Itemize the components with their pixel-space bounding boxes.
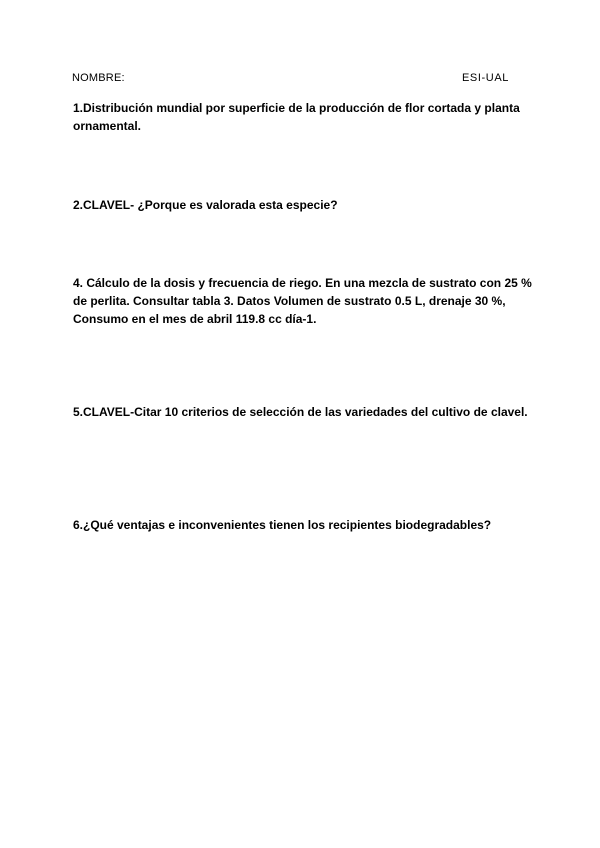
- institution-label: ESI-UAL: [462, 72, 509, 84]
- question-2: 2.CLAVEL- ¿Porque es valorada esta especie?: [73, 198, 338, 212]
- question-1: 1.Distribución mundial por superficie de la producción de flor cortada y planta ornamental.: [73, 101, 520, 133]
- question-6: 6.¿Qué ventajas e inconvenientes tienen los recipientes biodegradables?: [73, 518, 492, 532]
- question-4: 4. Cálculo de la dosis y frecuencia de riego. En una mezcla de sustrato con 25 % de perlita. Consultar tabla 3. Datos Volumen de sustrato 0.5 L, drenaje 30 %, Consumo en el mes de abril 119.8 cc día-1.: [73, 276, 532, 326]
- question-5: 5.CLAVEL-Citar 10 criterios de selección de las variedades del cultivo de clavel.: [73, 405, 528, 419]
- name-label: NOMBRE:: [72, 72, 125, 84]
